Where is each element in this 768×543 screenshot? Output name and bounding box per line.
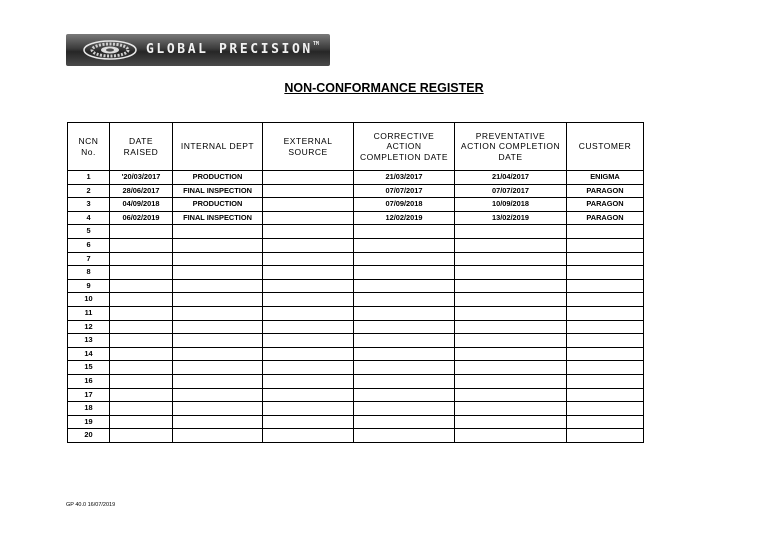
header-date-raised: DATE RAISED bbox=[110, 123, 173, 171]
table-row bbox=[68, 238, 644, 252]
cell-corrective-date bbox=[354, 266, 455, 280]
cell-preventative-date bbox=[455, 347, 567, 361]
cell-corrective-date bbox=[354, 279, 455, 293]
register-table bbox=[67, 122, 644, 443]
cell-date-raised bbox=[110, 252, 173, 266]
cell-corrective-date bbox=[354, 334, 455, 348]
cell-external-source bbox=[263, 415, 354, 429]
cell-ncn: 16 bbox=[68, 374, 110, 388]
cell-customer bbox=[567, 415, 644, 429]
cell-customer bbox=[567, 306, 644, 320]
table-row bbox=[68, 184, 644, 198]
cell-corrective-date: 21/03/2017 bbox=[354, 171, 455, 185]
cell-ncn: 10 bbox=[68, 293, 110, 307]
cell-date-raised: 06/02/2019 bbox=[110, 211, 173, 225]
cell-external-source bbox=[263, 334, 354, 348]
cell-date-raised bbox=[110, 415, 173, 429]
cell-customer bbox=[567, 361, 644, 375]
cell-ncn: 2 bbox=[68, 184, 110, 198]
cell-customer bbox=[567, 252, 644, 266]
cell-customer bbox=[567, 320, 644, 334]
cell-internal-dept bbox=[173, 429, 263, 443]
cell-preventative-date bbox=[455, 361, 567, 375]
header-corrective-action: CORRECTIVE ACTION COMPLETION DATE bbox=[354, 123, 455, 171]
table-row bbox=[68, 320, 644, 334]
cell-internal-dept: PRODUCTION bbox=[173, 198, 263, 212]
cell-preventative-date bbox=[455, 429, 567, 443]
table-row bbox=[68, 306, 644, 320]
header-customer: CUSTOMER bbox=[567, 123, 644, 171]
cell-preventative-date: 21/04/2017 bbox=[455, 171, 567, 185]
brand-name: GLOBAL PRECISION™ bbox=[146, 41, 319, 57]
cell-external-source bbox=[263, 171, 354, 185]
cell-ncn: 17 bbox=[68, 388, 110, 402]
cell-date-raised bbox=[110, 361, 173, 375]
cell-date-raised bbox=[110, 238, 173, 252]
cell-external-source bbox=[263, 238, 354, 252]
cell-preventative-date bbox=[455, 238, 567, 252]
cell-external-source bbox=[263, 347, 354, 361]
cell-preventative-date: 07/07/2017 bbox=[455, 184, 567, 198]
cell-preventative-date bbox=[455, 402, 567, 416]
cell-preventative-date bbox=[455, 388, 567, 402]
cell-customer bbox=[567, 402, 644, 416]
cell-date-raised bbox=[110, 334, 173, 348]
cell-customer bbox=[567, 238, 644, 252]
cell-ncn: 13 bbox=[68, 334, 110, 348]
header-row bbox=[68, 123, 644, 171]
cell-external-source bbox=[263, 306, 354, 320]
table-row bbox=[68, 361, 644, 375]
cell-ncn: 1 bbox=[68, 171, 110, 185]
cell-internal-dept bbox=[173, 225, 263, 239]
table-row bbox=[68, 293, 644, 307]
cell-internal-dept: PRODUCTION bbox=[173, 171, 263, 185]
header-external-source: EXTERNAL SOURCE bbox=[263, 123, 354, 171]
cell-internal-dept: FINAL INSPECTION bbox=[173, 184, 263, 198]
cell-ncn: 14 bbox=[68, 347, 110, 361]
cell-preventative-date bbox=[455, 374, 567, 388]
cell-internal-dept bbox=[173, 415, 263, 429]
company-logo bbox=[66, 34, 330, 66]
cell-corrective-date bbox=[354, 374, 455, 388]
cell-date-raised bbox=[110, 279, 173, 293]
document-reference: GP 40.0 16/07/2019 bbox=[66, 502, 116, 508]
table-row bbox=[68, 252, 644, 266]
cell-customer bbox=[567, 293, 644, 307]
table-row bbox=[68, 225, 644, 239]
cell-ncn: 20 bbox=[68, 429, 110, 443]
cell-internal-dept bbox=[173, 361, 263, 375]
cell-date-raised: 04/09/2018 bbox=[110, 198, 173, 212]
cell-internal-dept bbox=[173, 252, 263, 266]
cell-corrective-date bbox=[354, 238, 455, 252]
cell-date-raised bbox=[110, 374, 173, 388]
cell-corrective-date bbox=[354, 415, 455, 429]
cell-ncn: 5 bbox=[68, 225, 110, 239]
table-row bbox=[68, 334, 644, 348]
table-row bbox=[68, 388, 644, 402]
cell-customer bbox=[567, 279, 644, 293]
cell-external-source bbox=[263, 429, 354, 443]
cell-date-raised bbox=[110, 266, 173, 280]
cell-corrective-date: 12/02/2019 bbox=[354, 211, 455, 225]
cell-preventative-date bbox=[455, 252, 567, 266]
cell-corrective-date bbox=[354, 429, 455, 443]
cell-date-raised: '20/03/2017 bbox=[110, 171, 173, 185]
cell-internal-dept bbox=[173, 334, 263, 348]
cell-corrective-date bbox=[354, 306, 455, 320]
cell-corrective-date bbox=[354, 252, 455, 266]
cell-corrective-date: 07/09/2018 bbox=[354, 198, 455, 212]
cell-ncn: 12 bbox=[68, 320, 110, 334]
cell-customer bbox=[567, 347, 644, 361]
cell-preventative-date bbox=[455, 306, 567, 320]
cell-preventative-date bbox=[455, 279, 567, 293]
cell-external-source bbox=[263, 361, 354, 375]
cell-date-raised bbox=[110, 429, 173, 443]
cell-ncn: 8 bbox=[68, 266, 110, 280]
cell-ncn: 9 bbox=[68, 279, 110, 293]
cell-corrective-date bbox=[354, 225, 455, 239]
cell-external-source bbox=[263, 252, 354, 266]
cell-ncn: 3 bbox=[68, 198, 110, 212]
table-row bbox=[68, 347, 644, 361]
cell-external-source bbox=[263, 374, 354, 388]
cell-external-source bbox=[263, 388, 354, 402]
cell-customer bbox=[567, 266, 644, 280]
cell-ncn: 18 bbox=[68, 402, 110, 416]
cell-external-source bbox=[263, 293, 354, 307]
cell-external-source bbox=[263, 266, 354, 280]
cell-preventative-date: 10/09/2018 bbox=[455, 198, 567, 212]
page-title: NON-CONFORMANCE REGISTER bbox=[284, 81, 484, 95]
cell-external-source bbox=[263, 320, 354, 334]
cell-corrective-date bbox=[354, 320, 455, 334]
cell-ncn: 6 bbox=[68, 238, 110, 252]
cell-customer bbox=[567, 225, 644, 239]
table-row bbox=[68, 198, 644, 212]
table-row bbox=[68, 211, 644, 225]
cell-customer: ENIGMA bbox=[567, 171, 644, 185]
cell-external-source bbox=[263, 279, 354, 293]
cell-customer: PARAGON bbox=[567, 198, 644, 212]
cell-corrective-date bbox=[354, 361, 455, 375]
cell-external-source bbox=[263, 184, 354, 198]
cell-internal-dept bbox=[173, 279, 263, 293]
cell-internal-dept bbox=[173, 293, 263, 307]
header-internal-dept: INTERNAL DEPT bbox=[173, 123, 263, 171]
table-row bbox=[68, 279, 644, 293]
cell-customer: PARAGON bbox=[567, 184, 644, 198]
cell-date-raised bbox=[110, 225, 173, 239]
cell-external-source bbox=[263, 211, 354, 225]
cell-preventative-date bbox=[455, 225, 567, 239]
table-row bbox=[68, 171, 644, 185]
cell-customer bbox=[567, 374, 644, 388]
gear-logo-icon bbox=[82, 38, 138, 62]
cell-internal-dept bbox=[173, 374, 263, 388]
cell-preventative-date bbox=[455, 415, 567, 429]
cell-corrective-date bbox=[354, 347, 455, 361]
cell-ncn: 15 bbox=[68, 361, 110, 375]
cell-date-raised bbox=[110, 402, 173, 416]
cell-customer bbox=[567, 388, 644, 402]
cell-customer bbox=[567, 429, 644, 443]
cell-corrective-date bbox=[354, 293, 455, 307]
cell-internal-dept bbox=[173, 306, 263, 320]
cell-internal-dept bbox=[173, 402, 263, 416]
table-row bbox=[68, 429, 644, 443]
header-ncn: NCN No. bbox=[68, 123, 110, 171]
cell-date-raised bbox=[110, 320, 173, 334]
cell-customer: PARAGON bbox=[567, 211, 644, 225]
cell-preventative-date bbox=[455, 266, 567, 280]
table-row bbox=[68, 374, 644, 388]
cell-date-raised: 28/06/2017 bbox=[110, 184, 173, 198]
cell-internal-dept bbox=[173, 238, 263, 252]
cell-internal-dept: FINAL INSPECTION bbox=[173, 211, 263, 225]
cell-ncn: 11 bbox=[68, 306, 110, 320]
cell-date-raised bbox=[110, 388, 173, 402]
cell-preventative-date bbox=[455, 320, 567, 334]
cell-ncn: 19 bbox=[68, 415, 110, 429]
cell-external-source bbox=[263, 225, 354, 239]
cell-ncn: 7 bbox=[68, 252, 110, 266]
cell-external-source bbox=[263, 402, 354, 416]
cell-date-raised bbox=[110, 347, 173, 361]
cell-corrective-date: 07/07/2017 bbox=[354, 184, 455, 198]
cell-internal-dept bbox=[173, 347, 263, 361]
cell-preventative-date bbox=[455, 334, 567, 348]
cell-internal-dept bbox=[173, 388, 263, 402]
cell-external-source bbox=[263, 198, 354, 212]
cell-date-raised bbox=[110, 293, 173, 307]
cell-corrective-date bbox=[354, 402, 455, 416]
cell-internal-dept bbox=[173, 266, 263, 280]
cell-internal-dept bbox=[173, 320, 263, 334]
cell-preventative-date bbox=[455, 293, 567, 307]
cell-corrective-date bbox=[354, 388, 455, 402]
cell-ncn: 4 bbox=[68, 211, 110, 225]
cell-date-raised bbox=[110, 306, 173, 320]
table-row bbox=[68, 266, 644, 280]
cell-customer bbox=[567, 334, 644, 348]
table-row bbox=[68, 415, 644, 429]
cell-preventative-date: 13/02/2019 bbox=[455, 211, 567, 225]
header-preventative-action: PREVENTATIVE ACTION COMPLETION DATE bbox=[455, 123, 567, 171]
table-row bbox=[68, 402, 644, 416]
